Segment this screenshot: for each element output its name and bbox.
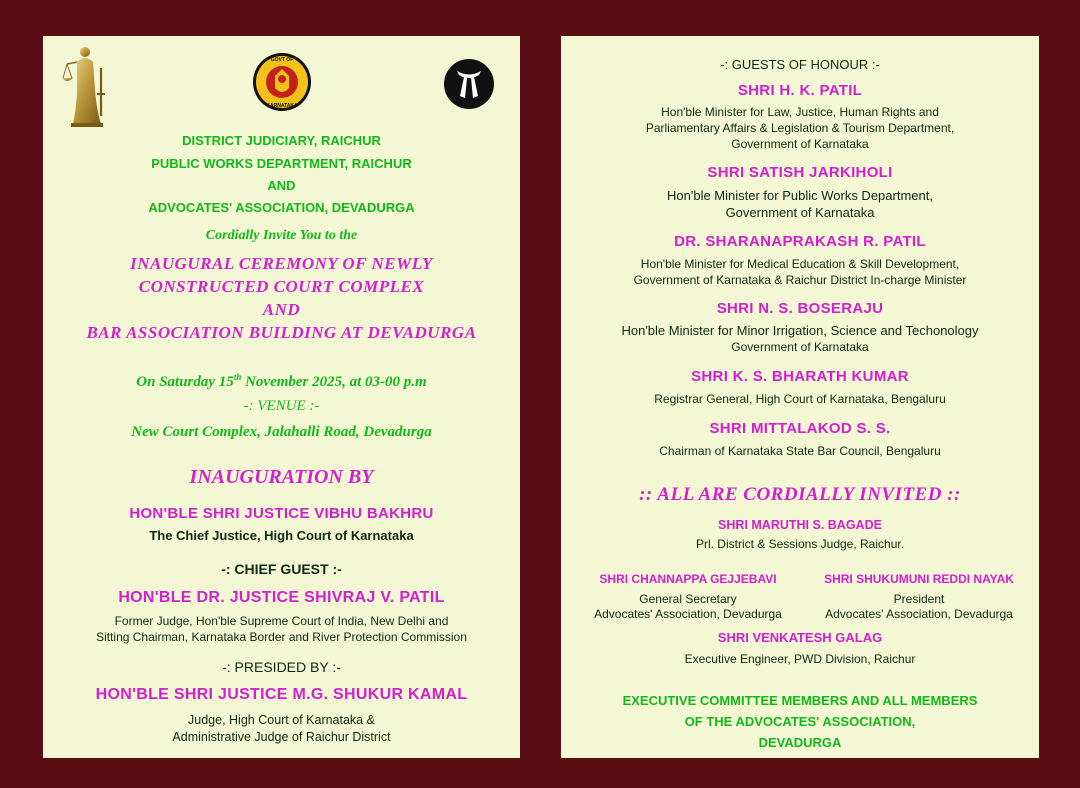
inaugurator-name: HON'BLE SHRI JUSTICE VIBHU BAKHRU (129, 505, 434, 522)
guest-desc: Chairman of Karnataka State Bar Council, Bengaluru (659, 444, 941, 458)
right-invitation-panel (561, 36, 1039, 758)
secretary-block (573, 572, 803, 622)
org-line-3: AND (267, 178, 296, 193)
presided-desc-1: Judge, High Court of Karnataka & (188, 713, 375, 727)
org-line-4: ADVOCATES' ASSOCIATION, DEVADURGA (148, 200, 415, 215)
presided-title: -: PRESIDED BY :- (222, 659, 341, 675)
guest-desc: Hon'ble Minister for Public Works Department, (667, 188, 933, 203)
presided-desc-2: Administrative Judge of Raichur District (172, 730, 391, 744)
guest-name: SHRI MITTALAKOD S. S. (709, 420, 891, 437)
left-invitation-panel (43, 36, 520, 758)
government-of-karnataka-emblem-icon (252, 52, 312, 112)
engineer-name: SHRI VENKATESH GALAG (717, 630, 883, 645)
closing-line-2: OF THE ADVOCATES' ASSOCIATION, (684, 714, 916, 729)
date-prefix: On Saturday 15 (136, 374, 234, 390)
chief-guest-title: -: CHIEF GUEST :- (221, 561, 342, 577)
guest-name: SHRI H. K. PATIL (737, 82, 863, 99)
guest-desc: Hon'ble Minister for Medical Education & Skill Development, (640, 257, 960, 271)
judge-desc: Prl. District & Sessions Judge, Raichur. (695, 537, 905, 551)
org-line-2: PUBLIC WORKS DEPARTMENT, RAICHUR (151, 156, 412, 171)
event-date (43, 372, 520, 391)
chief-guest-name: HON'BLE DR. JUSTICE SHIVRAJ V. PATIL (118, 589, 445, 606)
ceremony-line-2: CONSTRUCTED COURT COMPLEX (138, 277, 425, 296)
engineer-desc: Executive Engineer, PWD Division, Raichur (684, 652, 916, 666)
president-block (805, 572, 1033, 622)
ceremony-line-3: AND (262, 300, 301, 319)
invite-line: Cordially Invite You to the (205, 228, 358, 243)
guest-name: SHRI N. S. BOSERAJU (716, 300, 884, 317)
lady-justice-icon (61, 42, 113, 128)
guest-desc: Parliamentary Affairs & Legislation & Tourism Department, (645, 121, 955, 135)
org-line-1: DISTRICT JUDICIARY, RAICHUR (182, 133, 381, 148)
guest-desc: Hon'ble Minister for Minor Irrigation, Science and Techonology (621, 323, 979, 338)
guest-desc: Government of Karnataka & Raichur District In-charge Minister (633, 273, 967, 287)
closing-line-3: DEVADURGA (758, 735, 842, 750)
president-name: SHRI SHUKUMUNI REDDI NAYAK (824, 572, 1014, 586)
guests-title: -: GUESTS OF HONOUR :- (720, 57, 880, 72)
guest-desc: Registrar General, High Court of Karnataka, Bengaluru (654, 392, 946, 406)
venue: New Court Complex, Jalahalli Road, Devadurga (131, 424, 432, 440)
chief-guest-desc-1: Former Judge, Hon'ble Supreme Court of India, New Delhi and (114, 614, 449, 628)
ceremony-line-4: BAR ASSOCIATION BUILDING AT DEVADURGA (86, 323, 477, 342)
guest-desc: Government of Karnataka (725, 205, 875, 220)
presided-name: HON'BLE SHRI JUSTICE M.G. SHUKUR KAMAL (95, 686, 468, 703)
guest-desc: Government of Karnataka (731, 137, 869, 151)
president-role: President (893, 592, 945, 606)
guest-desc: Hon'ble Minister for Law, Justice, Human Rights and (661, 105, 939, 119)
president-org: Advocates' Association, Devadurga (825, 607, 1013, 621)
venue-title: -: VENUE :- (243, 398, 320, 414)
inaugurator-title: The Chief Justice, High Court of Karnataka (149, 528, 414, 543)
svg-text:GOVT OF: GOVT OF (270, 57, 294, 63)
secretary-name: SHRI CHANNAPPA GEJJEBAVI (599, 572, 777, 586)
secretary-role: General Secretary (639, 592, 737, 606)
date-sup: th (233, 372, 242, 382)
svg-text:KARNATAKA: KARNATAKA (266, 103, 298, 109)
inauguration-title: INAUGURATION BY (189, 466, 374, 488)
chief-guest-desc-2: Sitting Chairman, Karnataka Border and River Protection Commission (96, 630, 467, 644)
ceremony-line-1: INAUGURAL CEREMONY OF NEWLY (130, 254, 433, 273)
judge-name: SHRI MARUTHI S. BAGADE (718, 518, 882, 532)
guest-name: SHRI SATISH JARKIHOLI (707, 164, 893, 181)
closing-line-1: EXECUTIVE COMMITTEE MEMBERS AND ALL MEMBERS (622, 693, 978, 708)
guest-name: SHRI K. S. BHARATH KUMAR (691, 368, 909, 385)
invited-title: :: ALL ARE CORDIALLY INVITED :: (639, 484, 961, 505)
date-suffix: November 2025, at 03-00 p.m (241, 374, 427, 390)
guest-name: DR. SHARANAPRAKASH R. PATIL (674, 233, 926, 250)
guest-desc: Government of Karnataka (731, 340, 869, 354)
advocate-band-icon (443, 58, 495, 110)
secretary-org: Advocates' Association, Devadurga (594, 607, 782, 621)
